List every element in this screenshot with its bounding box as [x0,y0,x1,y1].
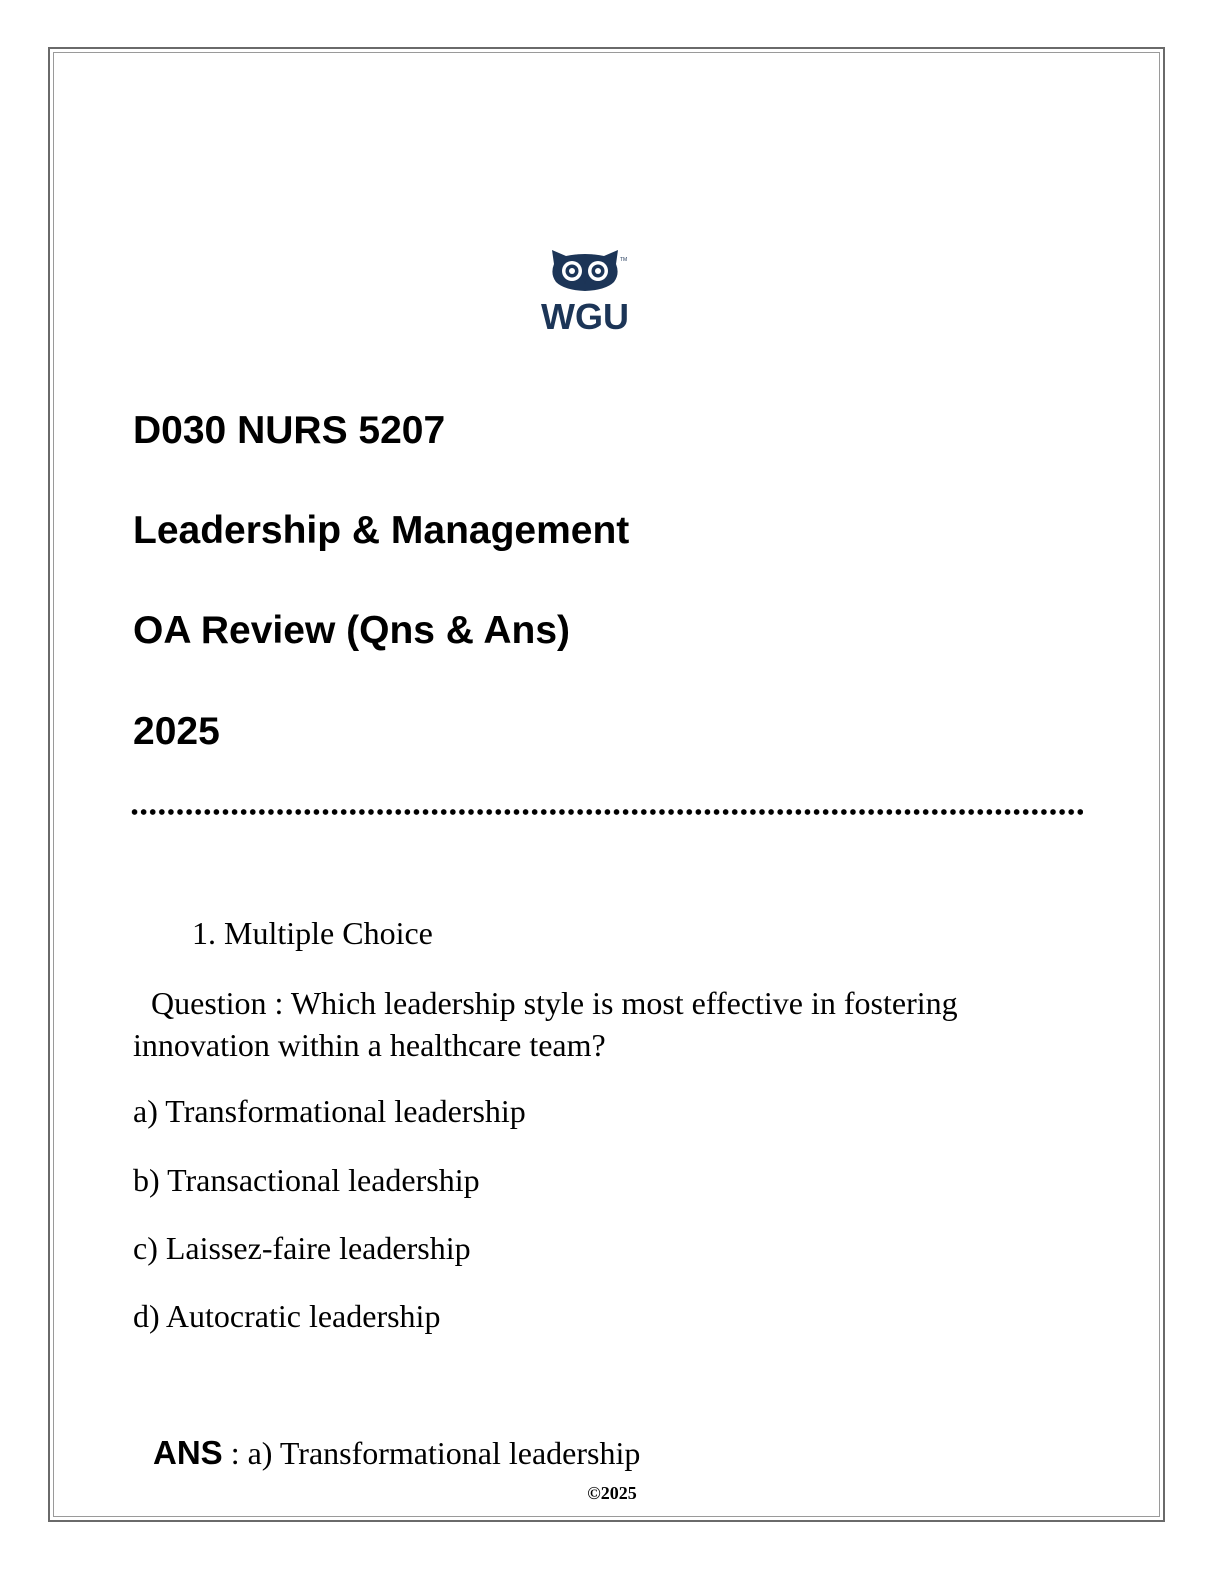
course-code-heading: D030 NURS 5207 [133,409,446,452]
wgu-owl-logo [532,244,638,336]
option-a: a) Transformational leadership [133,1093,526,1129]
dotted-divider [130,808,1083,816]
doc-type-heading: OA Review (Qns & Ans) [133,609,571,652]
svg-text:TM: TM [620,257,628,263]
course-name-heading: Leadership & Management [133,509,630,552]
answer-separator: : [222,1435,248,1471]
question-block [133,982,1073,1066]
option-c: c) Laissez-faire leadership [133,1230,471,1266]
answer-text: a) Transformational leadership [247,1435,641,1471]
question-separator: : [266,985,291,1021]
answer-line [153,1432,640,1474]
copyright-footer: ©2025 [587,1483,637,1503]
question-label: Question [151,985,267,1021]
year-heading: 2025 [133,710,220,753]
option-d: d) Autocratic leadership [133,1298,441,1334]
section-title: 1. Multiple Choice [192,915,433,951]
logo-wordmark: WGU [541,296,629,336]
question-text: Which leadership style is most effective in fostering innovation within a healthcare team? [133,985,958,1063]
option-b: b) Transactional leadership [133,1162,480,1198]
answer-label: ANS [153,1434,223,1471]
